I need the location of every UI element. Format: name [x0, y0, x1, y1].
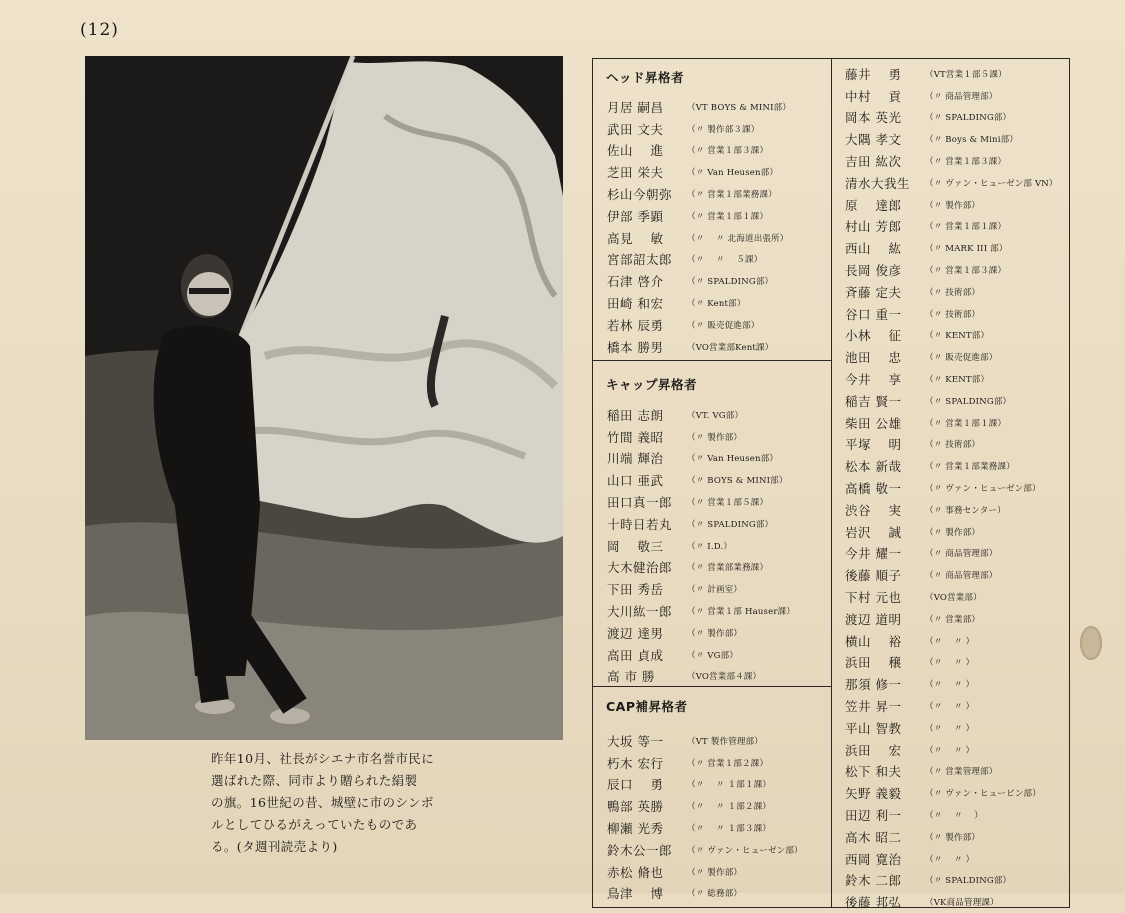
capho-list	[607, 730, 803, 904]
list-item	[607, 227, 791, 249]
person-name: 松本 新哉	[845, 459, 902, 475]
list-item	[845, 826, 1058, 848]
list-item	[607, 600, 795, 622]
person-dept: （〃 製作部３課）	[687, 124, 760, 135]
list-item	[845, 521, 1058, 543]
person-name: 鈴木 二郎	[845, 873, 902, 889]
list-item	[845, 761, 1058, 783]
person-dept: （〃 SPALDING部）	[687, 519, 774, 530]
list-item	[845, 848, 1058, 870]
person-name: 伊部 季顕	[607, 208, 664, 224]
person-dept: （〃 営業１部業務課）	[925, 462, 1015, 473]
list-item	[607, 292, 791, 314]
list-item	[845, 499, 1058, 521]
person-dept: （VT営業１部５課）	[925, 69, 1007, 80]
person-name: 浜田 穣	[845, 655, 902, 671]
person-dept: （〃 〃 ）	[925, 680, 975, 691]
person-name: 今井 耀一	[845, 546, 902, 562]
person-name: 松下 和夫	[845, 764, 902, 780]
person-dept: （〃 製作部）	[925, 832, 981, 843]
person-dept: （VT 製作管理部）	[687, 736, 764, 747]
person-name: 平山 智教	[845, 720, 902, 736]
person-name: 高 市 勝	[607, 669, 655, 685]
person-dept: （〃 営業１部１課）	[925, 418, 1007, 429]
person-name: 大川紘一郎	[607, 604, 673, 620]
person-name: 石津 啓介	[607, 274, 664, 290]
list-item	[607, 270, 791, 292]
person-name: 後藤 邦弘	[845, 895, 902, 911]
person-dept: （〃 販売促進部）	[925, 353, 998, 364]
person-name: 芝田 栄夫	[607, 165, 664, 181]
person-dept: （〃 〃 北海道出張所）	[687, 233, 789, 244]
list-item	[607, 622, 795, 644]
list-item	[845, 477, 1058, 499]
person-dept: （〃 SPALDING部）	[925, 396, 1012, 407]
list-item	[845, 259, 1058, 281]
person-dept: （〃 VG部）	[687, 650, 739, 661]
list-item	[607, 883, 803, 905]
list-item	[845, 608, 1058, 630]
person-name: 大坂 等一	[607, 733, 664, 749]
person-dept: （〃 〃 ）	[925, 636, 975, 647]
person-name: 下田 秀岳	[607, 582, 664, 598]
person-name: 小林 征	[845, 328, 902, 344]
person-dept: （〃 〃 ）	[925, 854, 975, 865]
list-item	[607, 314, 791, 336]
list-item	[845, 63, 1058, 85]
list-item	[607, 730, 803, 752]
person-name: 柴田 公雄	[845, 415, 902, 431]
person-name: 朽木 宏行	[607, 755, 664, 771]
person-dept: （VK商品管理課）	[925, 898, 999, 909]
list-item	[607, 578, 795, 600]
person-name: 西岡 寛治	[845, 851, 902, 867]
list-item	[607, 839, 803, 861]
person-dept: （〃 SPALDING部）	[687, 277, 774, 288]
list-item	[607, 205, 791, 227]
person-dept: （〃 商品管理部）	[925, 91, 998, 102]
person-name: 大隅 孝文	[845, 132, 902, 148]
person-dept: （〃 BOYS & MINI部）	[687, 476, 788, 487]
person-name: 矢野 義毅	[845, 786, 902, 802]
person-name: 鳥津 博	[607, 886, 664, 902]
list-item	[607, 161, 791, 183]
person-dept: （〃 〃 １部２課）	[687, 802, 772, 813]
person-dept: （〃 営業１部５課）	[687, 498, 769, 509]
list-item	[845, 630, 1058, 652]
list-item	[607, 513, 795, 535]
list-item	[845, 128, 1058, 150]
list-item	[607, 448, 795, 470]
person-name: 清水大我生	[845, 175, 911, 191]
person-dept: （〃 SPALDING部）	[925, 876, 1012, 887]
person-dept: （〃 ヴァン・ヒュービン部）	[925, 789, 1041, 800]
person-name: 岡本 英光	[845, 110, 902, 126]
list-item	[845, 368, 1058, 390]
person-dept: （〃 〃 ）	[925, 723, 975, 734]
person-name: 岩沢 誠	[845, 524, 902, 540]
list-item	[607, 404, 795, 426]
person-dept: （〃 〃 ）	[925, 702, 975, 712]
person-name: 高見 敏	[607, 230, 664, 246]
list-item	[845, 891, 1058, 913]
list-item	[845, 172, 1058, 194]
person-name: 渡辺 道明	[845, 611, 902, 627]
person-dept: （〃 〃 １部１課）	[687, 780, 772, 791]
person-dept: （〃 Van Heusen部）	[687, 454, 779, 465]
person-dept: （〃 〃 ５課）	[687, 255, 763, 266]
person-name: 宮部詔太郎	[607, 252, 673, 268]
person-name: 十時日若丸	[607, 516, 673, 532]
person-name: 杉山今朝弥	[607, 187, 673, 203]
list-item	[845, 434, 1058, 456]
list-item	[607, 774, 803, 796]
person-name: 稲吉 賢一	[845, 393, 902, 409]
person-dept: （〃 SPALDING部）	[925, 113, 1012, 124]
list-item	[845, 107, 1058, 129]
list-item	[845, 586, 1058, 608]
list-item	[845, 455, 1058, 477]
person-dept: （〃 製作部）	[687, 867, 743, 878]
person-dept: （VO営業部Kent課）	[687, 342, 774, 353]
list-item	[607, 644, 795, 666]
person-name: 稲田 志朗	[607, 407, 664, 423]
person-dept: （〃 ヴァン・ヒューゼン部）	[925, 484, 1041, 495]
person-dept: （〃 計画室）	[687, 585, 743, 596]
person-name: 中村 貢	[845, 88, 902, 104]
person-dept: （〃 商品管理部）	[925, 571, 998, 582]
person-name: 高田 貞成	[607, 647, 664, 663]
list-item	[607, 336, 791, 358]
person-name: 池田 忠	[845, 350, 902, 366]
list-item	[845, 717, 1058, 739]
person-dept: （〃 技術部）	[925, 287, 981, 298]
list-item	[845, 869, 1058, 891]
person-dept: （〃 営業１部３課）	[687, 146, 769, 157]
person-name: 月居 嗣昌	[607, 99, 664, 115]
list-item	[845, 85, 1058, 107]
person-dept: （〃 MARK III 部）	[925, 244, 1008, 255]
person-name: 原 達郎	[845, 197, 902, 213]
person-name: 長岡 俊彦	[845, 263, 902, 279]
person-dept: （〃 販売促進部）	[687, 320, 760, 331]
list-item	[845, 673, 1058, 695]
person-name: 渡辺 達男	[607, 625, 664, 641]
person-name: 高木 昭二	[845, 829, 902, 845]
person-name: 佐山 進	[607, 143, 664, 159]
person-dept: （〃 ヴァン・ヒューゼン部）	[687, 845, 803, 856]
list-item	[607, 96, 791, 118]
person-name: 那須 修一	[845, 677, 902, 693]
person-dept: （〃 ヴァン・ヒューゼン部 VN）	[925, 178, 1058, 189]
list-item	[607, 140, 791, 162]
person-dept: （〃 〃 ）	[925, 658, 975, 669]
person-name: 平塚 明	[845, 437, 902, 453]
list-item	[607, 491, 795, 513]
person-name: 鈴木公一郎	[607, 842, 673, 858]
list-item	[845, 281, 1058, 303]
person-dept: （〃 技術部）	[925, 309, 981, 320]
list-item	[607, 426, 795, 448]
person-dept: （〃 営業１部１課）	[925, 222, 1007, 233]
list-item	[607, 249, 791, 271]
list-item	[845, 739, 1058, 761]
person-dept: （〃 Boys & Mini部）	[925, 135, 1019, 146]
column-divider	[831, 58, 832, 908]
person-dept: （〃 製作部）	[687, 432, 743, 443]
person-dept: （〃 〃 ）	[925, 810, 984, 821]
list-item	[607, 535, 795, 557]
right-list	[845, 63, 1058, 913]
person-dept: （〃 〃 １部３課）	[687, 824, 772, 835]
list-item	[607, 752, 803, 774]
person-name: 赤松 脩也	[607, 864, 664, 880]
person-dept: （〃 営業１部３課）	[925, 266, 1007, 277]
person-name: 竹間 義昭	[607, 429, 664, 445]
person-dept: （〃 〃 ）	[925, 745, 975, 756]
person-name: 田崎 和宏	[607, 296, 664, 312]
person-name: 後藤 順子	[845, 568, 902, 584]
person-name: 川端 輝治	[607, 451, 664, 467]
list-item	[845, 695, 1058, 717]
cap-list	[607, 404, 795, 687]
person-dept: （〃 営業１部業務課）	[687, 190, 777, 201]
list-item	[845, 412, 1058, 434]
list-item	[845, 237, 1058, 259]
person-name: 今井 享	[845, 372, 902, 388]
binding-hole	[1080, 626, 1102, 660]
person-name: 若林 辰勇	[607, 317, 664, 333]
person-name: 浜田 宏	[845, 742, 902, 758]
person-name: 田辺 利一	[845, 807, 902, 823]
person-dept: （〃 製作部）	[687, 628, 743, 639]
person-name: 吉田 紘次	[845, 154, 902, 170]
list-item	[607, 183, 791, 205]
person-name: 下村 元也	[845, 590, 902, 606]
photo-caption: 昨年10月、社長がシエナ市名誉市民に 選ばれた際、同市より贈られた絹製 の旗。16世紀の昔、城壁に市のシンボ ルとしてひるがえっていたものであ る。(タ週刊読売より)	[211, 751, 435, 854]
person-name: 山口 亜武	[607, 473, 664, 489]
person-dept: （〃 営業部業務課）	[687, 563, 769, 574]
person-dept: （VT BOYS & MINI部）	[687, 102, 792, 113]
list-item	[845, 390, 1058, 412]
person-name: 橋本 勝男	[607, 339, 664, 355]
section-divider-cap	[592, 360, 831, 361]
person-dept: （〃 営業１部２課）	[687, 758, 769, 769]
list-item	[845, 346, 1058, 368]
list-item	[845, 150, 1058, 172]
list-item	[845, 652, 1058, 674]
person-name: 田口真一郎	[607, 495, 673, 511]
person-dept: （〃 技術部）	[925, 440, 981, 451]
section-title-cap: キャップ昇格者	[606, 377, 698, 392]
person-dept: （〃 I.D.）	[687, 541, 733, 552]
list-item	[845, 782, 1058, 804]
list-item	[607, 795, 803, 817]
section-title-head: ヘッド昇格者	[606, 70, 685, 85]
list-item	[845, 564, 1058, 586]
person-name: 谷口 重一	[845, 306, 902, 322]
person-dept: （〃 製作部）	[925, 527, 981, 538]
list-item	[607, 861, 803, 883]
person-dept: （〃 KENT部）	[925, 331, 990, 342]
list-item	[607, 666, 795, 688]
person-dept: （〃 営業１部 Hauser課）	[687, 607, 796, 618]
list-item	[607, 469, 795, 491]
list-item	[845, 194, 1058, 216]
person-name: 大木健治郎	[607, 560, 673, 576]
person-dept: （〃 事務センター）	[925, 505, 1006, 516]
person-dept: （〃 Van Heusen部）	[687, 168, 779, 179]
flag-photo-illustration	[85, 56, 563, 740]
head-list	[607, 96, 791, 358]
person-name: 村山 芳郎	[845, 219, 902, 235]
list-item	[607, 118, 791, 140]
list-item	[845, 543, 1058, 565]
person-dept: （VO営業部４課）	[687, 672, 762, 683]
person-name: 辰口 勇	[607, 777, 664, 793]
person-dept: （〃 営業１部３課）	[925, 157, 1007, 168]
person-name: 横山 裕	[845, 633, 902, 649]
person-dept: （〃 製作部）	[925, 200, 981, 211]
person-name: 柳瀬 光秀	[607, 821, 664, 837]
list-item	[845, 325, 1058, 347]
person-name: 渋谷 実	[845, 502, 902, 518]
list-item	[845, 804, 1058, 826]
person-dept: （〃 営業部）	[925, 614, 981, 625]
person-dept: （VT. VG部）	[687, 410, 744, 421]
list-item	[607, 817, 803, 839]
person-name: 武田 文夫	[607, 121, 664, 137]
page-number: (12)	[80, 20, 119, 40]
list-item	[607, 557, 795, 579]
person-dept: （〃 営業管理部）	[925, 767, 998, 778]
person-name: 西山 紘	[845, 241, 902, 257]
person-name: 斉藤 定夫	[845, 284, 902, 300]
person-name: 鴨部 英勝	[607, 799, 664, 815]
person-name: 藤井 勇	[845, 66, 902, 82]
person-dept: （〃 総務部）	[687, 889, 743, 900]
list-item	[845, 303, 1058, 325]
person-dept: （〃 商品管理部）	[925, 549, 998, 560]
person-name: 岡 敬三	[607, 538, 664, 554]
flag-photo	[85, 56, 563, 740]
list-item	[845, 216, 1058, 238]
person-name: 高橋 敬一	[845, 481, 902, 497]
person-dept: （〃 Kent部）	[687, 299, 746, 310]
person-dept: （〃 KENT部）	[925, 375, 990, 386]
person-name: 笠井 昇一	[845, 699, 902, 714]
section-title-capho: CAP補昇格者	[606, 699, 688, 714]
person-dept: （〃 営業１部１課）	[687, 211, 769, 222]
person-dept: （VO営業部）	[925, 593, 982, 604]
